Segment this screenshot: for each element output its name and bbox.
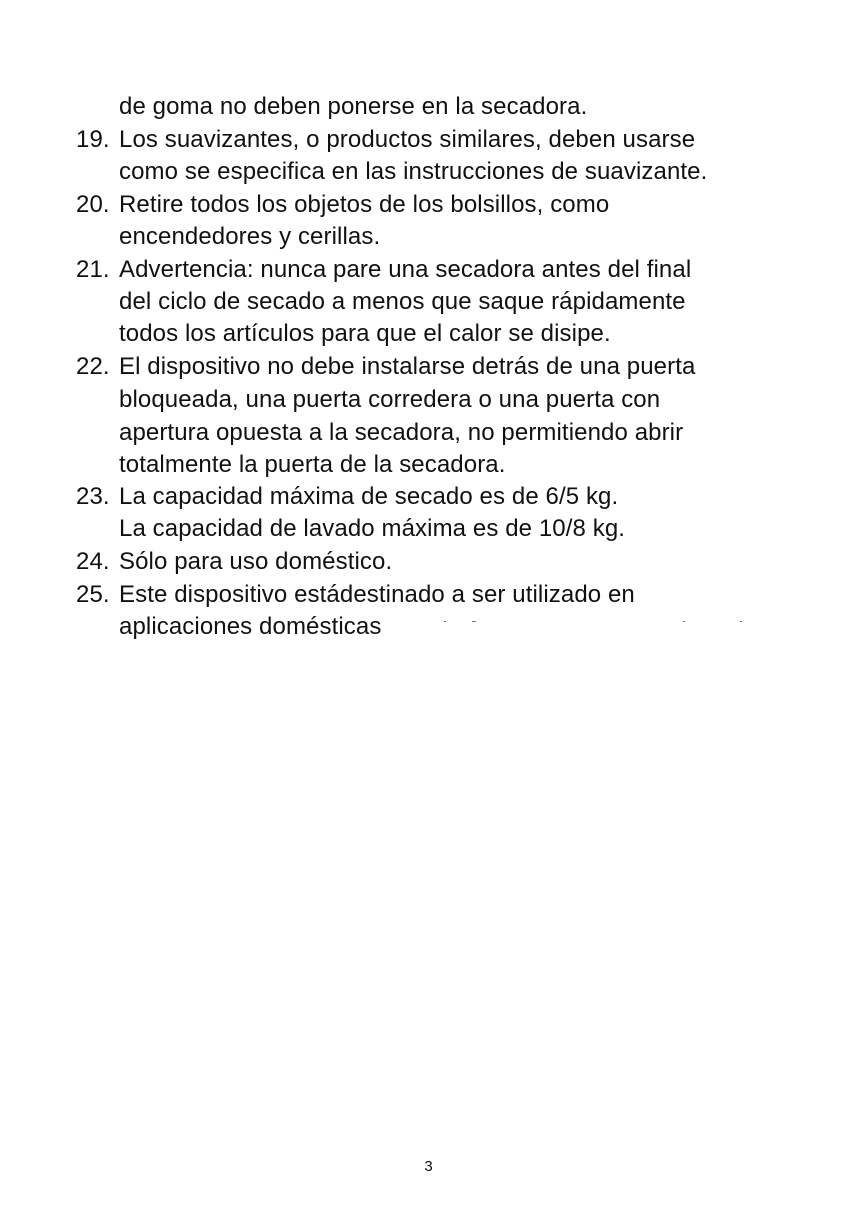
scan-artifact bbox=[444, 621, 446, 622]
item-text: apertura opuesta a la secadora, no permitiendo abrir bbox=[119, 419, 684, 446]
item-text: encendedores y cerillas. bbox=[119, 223, 381, 250]
item-text: totalmente la puerta de la secadora. bbox=[119, 451, 506, 478]
item-text: Retire todos los objetos de los bolsillos, como bbox=[119, 191, 610, 218]
item-number: 20. bbox=[76, 191, 110, 218]
list-item-24 bbox=[76, 546, 392, 578]
scan-artifact bbox=[472, 621, 476, 622]
item-text: como se especifica en las instrucciones de suavizante. bbox=[119, 158, 708, 185]
item-text: bloqueada, una puerta corredera o una puerta con bbox=[119, 386, 661, 413]
list-item-23 bbox=[76, 481, 618, 513]
item-text: Advertencia: nunca pare una secadora antes del final bbox=[119, 256, 692, 283]
list-item-23-line-2 bbox=[119, 513, 625, 545]
item-text: La capacidad de lavado máxima es de 10/8 kg. bbox=[119, 515, 626, 542]
item-text: Los suavizantes, o productos similares, deben usarse bbox=[119, 126, 696, 153]
list-item-22 bbox=[76, 351, 695, 383]
item-number: 19. bbox=[76, 126, 110, 153]
item-text: Este dispositivo estádestinado a ser utilizado en bbox=[119, 581, 635, 608]
list-item-22-line-4 bbox=[119, 449, 506, 481]
scan-artifact bbox=[683, 621, 685, 622]
item-text: del ciclo de secado a menos que saque rápidamente bbox=[119, 288, 686, 315]
page-number: 3 bbox=[424, 1158, 433, 1175]
list-item-25 bbox=[76, 579, 635, 611]
list-item-21 bbox=[76, 254, 691, 286]
item-number: 24. bbox=[76, 548, 110, 575]
item-number: 22. bbox=[76, 353, 110, 380]
list-item-21-line-2 bbox=[119, 286, 686, 318]
item-number: 23. bbox=[76, 483, 110, 510]
list-item-19-line-2 bbox=[119, 156, 707, 188]
list-item-22-line-3 bbox=[119, 417, 683, 449]
item-text: La capacidad máxima de secado es de 6/5 kg. bbox=[119, 483, 619, 510]
list-item-20-line-2 bbox=[119, 221, 380, 253]
item-text: todos los artículos para que el calor se disipe. bbox=[119, 320, 611, 347]
item-text: Sólo para uso doméstico. bbox=[119, 548, 393, 575]
list-item-25-line-2 bbox=[119, 611, 381, 643]
item-number: 25. bbox=[76, 581, 110, 608]
item-text: aplicaciones domésticas bbox=[119, 613, 382, 640]
item-number: 21. bbox=[76, 256, 110, 283]
item-text: El dispositivo no debe instalarse detrás de una puerta bbox=[119, 353, 696, 380]
list-item-19 bbox=[76, 124, 695, 156]
list-item-21-line-3 bbox=[119, 318, 611, 350]
list-item-20 bbox=[76, 189, 609, 221]
list-item-22-line-2 bbox=[119, 384, 660, 416]
continuation-text: de goma no deben ponerse en la secadora. bbox=[119, 93, 588, 120]
continuation-line bbox=[119, 91, 587, 123]
scan-artifact bbox=[740, 621, 742, 622]
